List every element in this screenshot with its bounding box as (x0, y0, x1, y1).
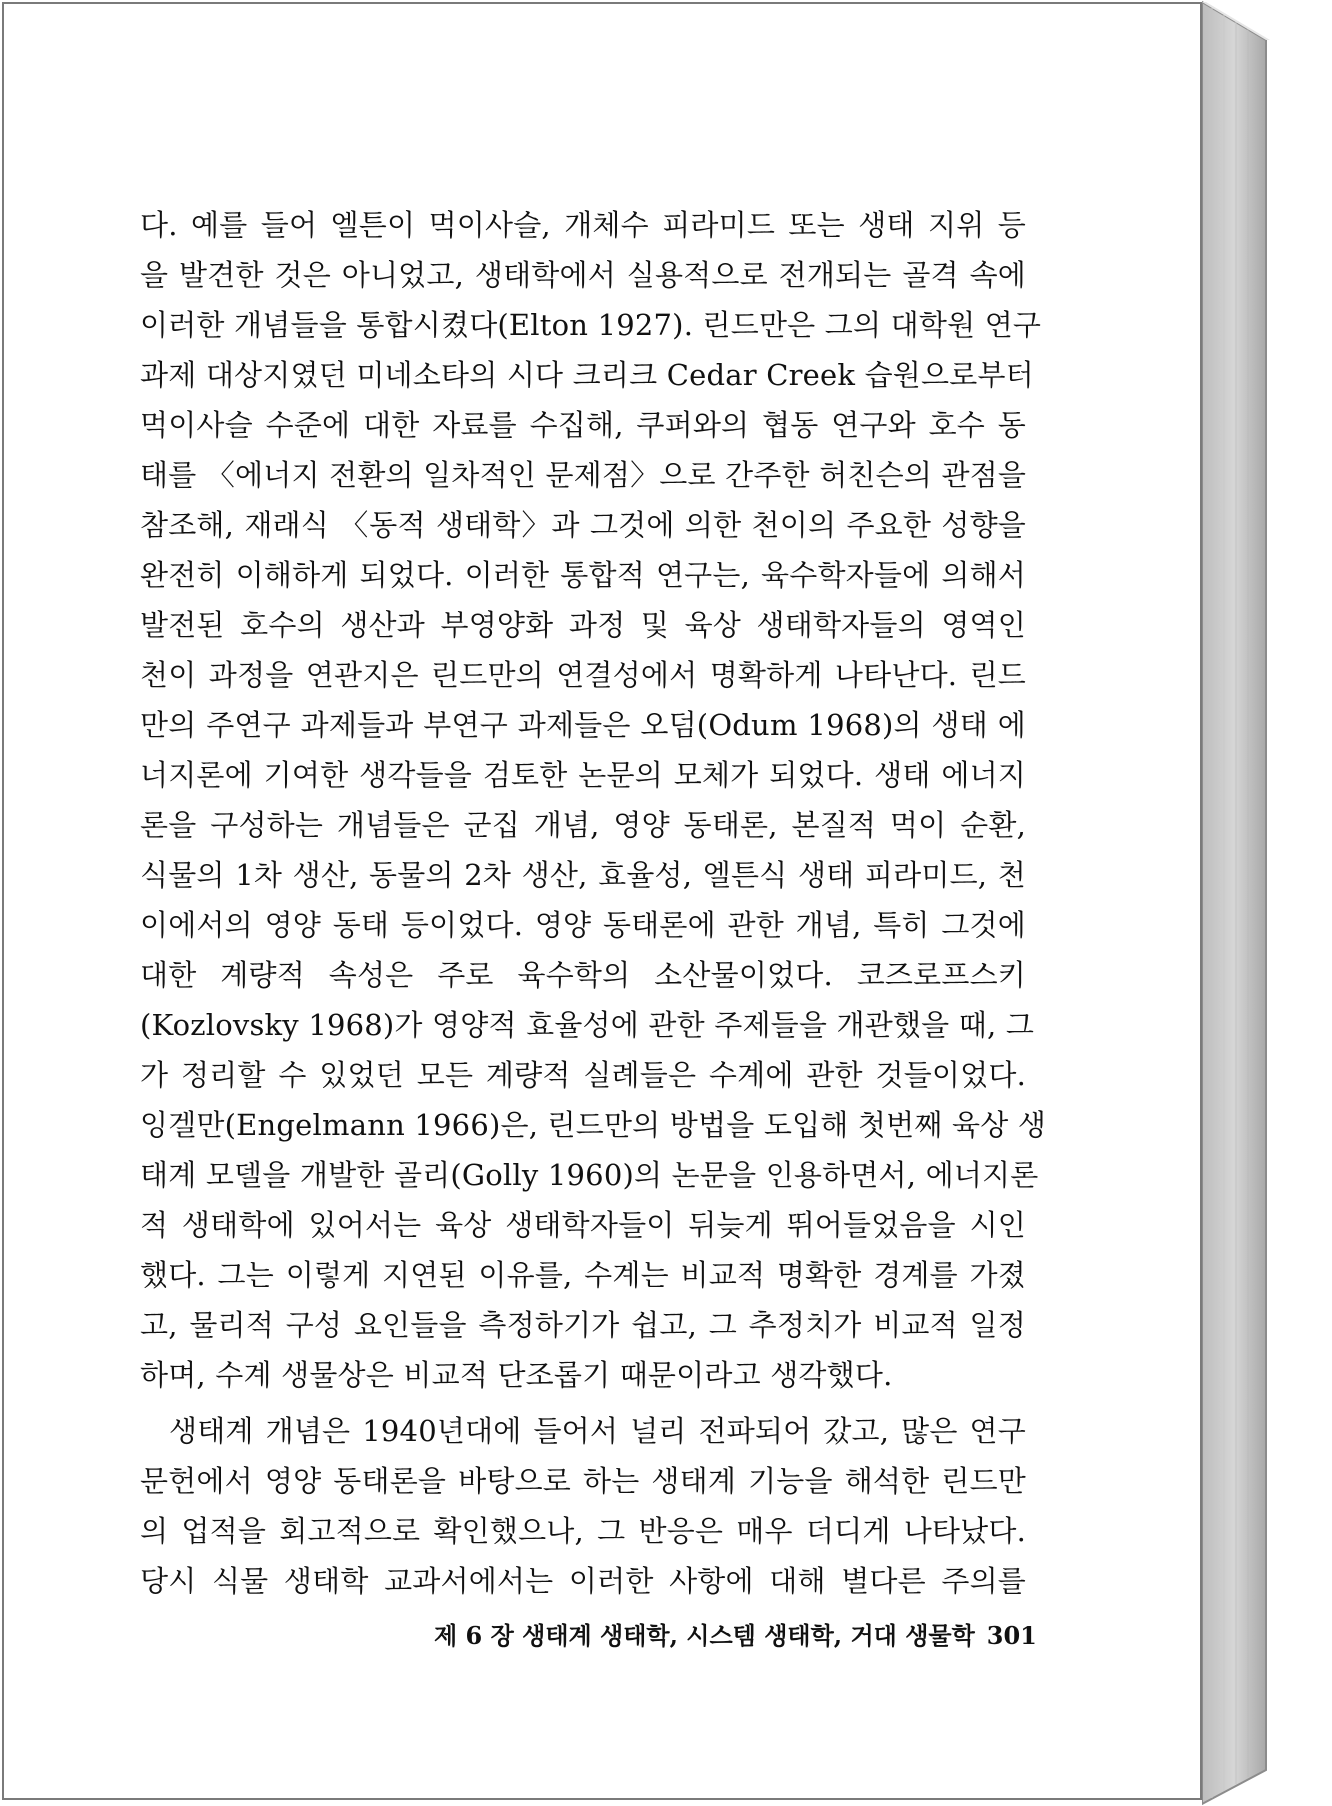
paragraph-2 (140, 1406, 1026, 1606)
page-number: 301 (986, 1621, 1037, 1650)
text-line: 하며, 수계 생물상은 비교적 단조롭기 때문이라고 생각했다. (140, 1358, 893, 1392)
text-line: 당시 식물 생태학 교과서에서는 이러한 사항에 대해 별다른 주의를 (140, 1564, 1026, 1598)
page-stack-edge (1202, 0, 1328, 1806)
paragraph-1 (140, 200, 1047, 1400)
text-line: 완전히 이해하게 되었다. 이러한 통합적 연구는, 육수학자들에 의해서 (140, 558, 1026, 592)
text-line: 했다. 그는 이렇게 지연된 이유를, 수계는 비교적 명확한 경계를 가졌 (140, 1258, 1026, 1292)
text-line: 발전된 호수의 생산과 부영양화 과정 및 육상 생태학자들의 영역인 (140, 608, 1026, 642)
page-footer (434, 1616, 1037, 1656)
text-line: 먹이사슬 수준에 대한 자료를 수집해, 쿠퍼와의 협동 연구와 호수 동 (140, 408, 1026, 442)
book-page (2, 2, 1202, 1800)
text-line: 론을 구성하는 개념들은 군집 개념, 영양 동태론, 본질적 먹이 순환, (140, 808, 1026, 842)
running-footer-chapter: 제 6 장 생태계 생태학, 시스템 생태학, 거대 생물학 (434, 1621, 975, 1650)
text-line: 만의 주연구 과제들과 부연구 과제들은 오덤(Odum 1968)의 생태 에 (140, 708, 1026, 742)
text-line: 문헌에서 영양 동태론을 바탕으로 하는 생태계 기능을 해석한 린드만 (140, 1464, 1026, 1498)
text-line: 다. 예를 들어 엘튼이 먹이사슬, 개체수 피라미드 또는 생태 지위 등 (140, 208, 1026, 242)
text-line: (Kozlovsky 1968)가 영양적 효율성에 관한 주제들을 개관했을 때, 그 (140, 1008, 1035, 1042)
text-line: 식물의 1차 생산, 동물의 2차 생산, 효율성, 엘튼식 생태 피라미드, 천 (140, 858, 1026, 892)
text-line: 태계 모델을 개발한 골리(Golly 1960)의 논문을 인용하면서, 에너지론 (140, 1158, 1039, 1192)
text-line: 대한 계량적 속성은 주로 육수학의 소산물이었다. 코즈로프스키 (140, 958, 1026, 992)
text-line: 을 발견한 것은 아니었고, 생태학에서 실용적으로 전개되는 골격 속에 (140, 258, 1026, 292)
text-line: 태를 〈에너지 전환의 일차적인 문제점〉으로 간주한 허친슨의 관점을 (140, 458, 1027, 492)
text-line: 이러한 개념들을 통합시켰다(Elton 1927). 린드만은 그의 대학원 연구 (140, 308, 1042, 342)
body-text (140, 200, 1047, 1606)
text-line: 적 생태학에 있어서는 육상 생태학자들이 뒤늦게 뛰어들었음을 시인 (140, 1208, 1026, 1242)
text-line: 천이 과정을 연관지은 린드만의 연결성에서 명확하게 나타난다. 린드 (140, 658, 1026, 692)
text-line: 잉겔만(Engelmann 1966)은, 린드만의 방법을 도입해 첫번째 육상 생 (140, 1108, 1047, 1142)
text-line: 이에서의 영양 동태 등이었다. 영양 동태론에 관한 개념, 특히 그것에 (140, 908, 1026, 942)
text-line: 의 업적을 회고적으로 확인했으나, 그 반응은 매우 더디게 나타났다. (140, 1514, 1026, 1548)
text-line: 고, 물리적 구성 요인들을 측정하기가 쉽고, 그 추정치가 비교적 일정 (140, 1308, 1026, 1342)
text-line: 참조해, 재래식 〈동적 생태학〉과 그것에 의한 천이의 주요한 성향을 (140, 508, 1026, 542)
text-line: 생태계 개념은 1940년대에 들어서 널리 전파되어 갔고, 많은 연구 (169, 1414, 1026, 1448)
text-line: 과제 대상지였던 미네소타의 시다 크리크 Cedar Creek 습원으로부터 (140, 358, 1034, 392)
text-line: 너지론에 기여한 생각들을 검토한 논문의 모체가 되었다. 생태 에너지 (140, 758, 1026, 792)
text-line: 가 정리할 수 있었던 모든 계량적 실례들은 수계에 관한 것들이었다. (140, 1058, 1026, 1092)
